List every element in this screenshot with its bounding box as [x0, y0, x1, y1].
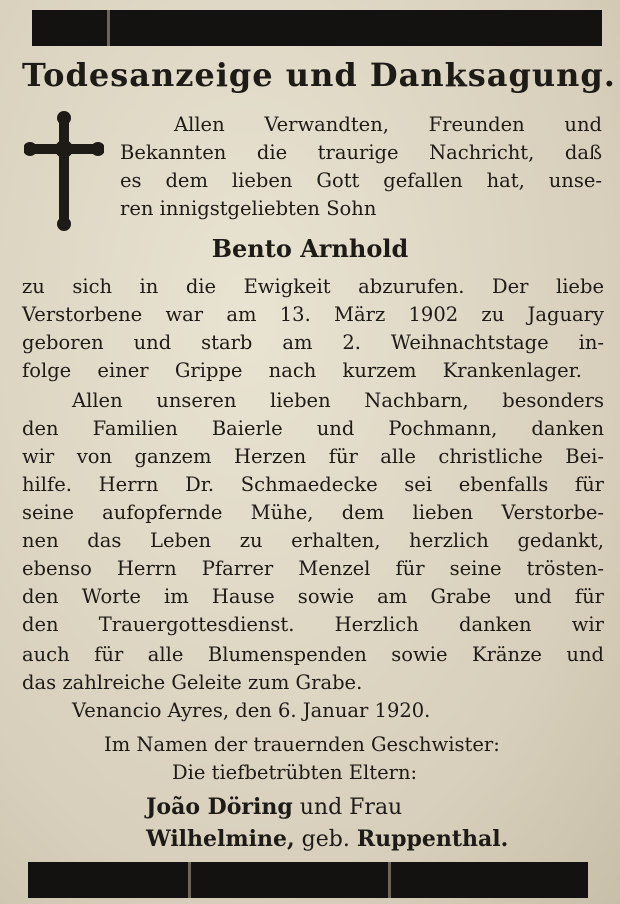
- body-line: wir von ganzem Herzen für alle christliche Bei-: [22, 445, 604, 468]
- body-line: Allen unseren lieben Nachbarn, besonders: [72, 389, 604, 412]
- intro-line: Allen Verwandten, Freunden und: [174, 113, 602, 136]
- body-line: nen das Leben zu erhalten, herzlich gedankt,: [22, 529, 604, 552]
- body-line: den Trauergottesdienst. Herzlich danken wir: [22, 613, 604, 636]
- closing-line: Die tiefbetrübten Eltern:: [172, 761, 418, 784]
- signature-surname: Ruppenthal.: [356, 826, 509, 852]
- notice-heading: Todesanzeige und Danksagung.: [22, 56, 616, 94]
- place-date: Venancio Ayres, den 6. Januar 1920.: [72, 699, 431, 722]
- top-border-bar: [32, 10, 602, 46]
- body-line: den Worte im Hause sowie am Grabe und für: [22, 585, 604, 608]
- intro-line: Bekannten die traurige Nachricht, daß: [120, 141, 602, 164]
- intro-line: ren innigstgeliebten Sohn: [120, 197, 377, 220]
- deceased-name: Bento Arnhold: [211, 234, 409, 263]
- closing-line: Im Namen der trauernden Geschwister:: [104, 733, 500, 756]
- signature-firstname: Wilhelmine,: [146, 826, 295, 852]
- body-line: ebenso Herrn Pfarrer Menzel für seine trösten-: [22, 557, 604, 580]
- signature-conjunction: und Frau: [299, 795, 403, 820]
- body-line: den Familien Baierle und Pochmann, danken: [22, 417, 604, 440]
- body-line: das zahlreiche Geleite zum Grabe.: [22, 671, 363, 694]
- signature-geb: geb.: [301, 827, 350, 852]
- signature-line-1: [146, 796, 402, 819]
- body-line: geboren und starb am 2. Weihnachtstage in-: [22, 331, 604, 354]
- body-line: auch für alle Blumenspenden sowie Kränze und: [22, 643, 604, 666]
- body-line: Verstorbene war am 13. März 1902 zu Jaguary: [22, 303, 604, 326]
- body-line: folge einer Grippe nach kurzem Krankenlager.: [22, 359, 582, 382]
- cross-icon: [24, 110, 104, 232]
- body-line: hilfe. Herrn Dr. Schmaedecke sei ebenfalls für: [22, 473, 604, 496]
- signature-line-2: [146, 828, 508, 851]
- body-line: zu sich in die Ewigkeit abzurufen. Der liebe: [22, 275, 604, 298]
- bottom-border-bar: [28, 862, 588, 898]
- intro-line: es dem lieben Gott gefallen hat, unse-: [120, 169, 602, 192]
- signature-name: João Döring: [146, 794, 293, 820]
- body-line: seine aufopfernde Mühe, dem lieben Verstorbe-: [22, 501, 604, 524]
